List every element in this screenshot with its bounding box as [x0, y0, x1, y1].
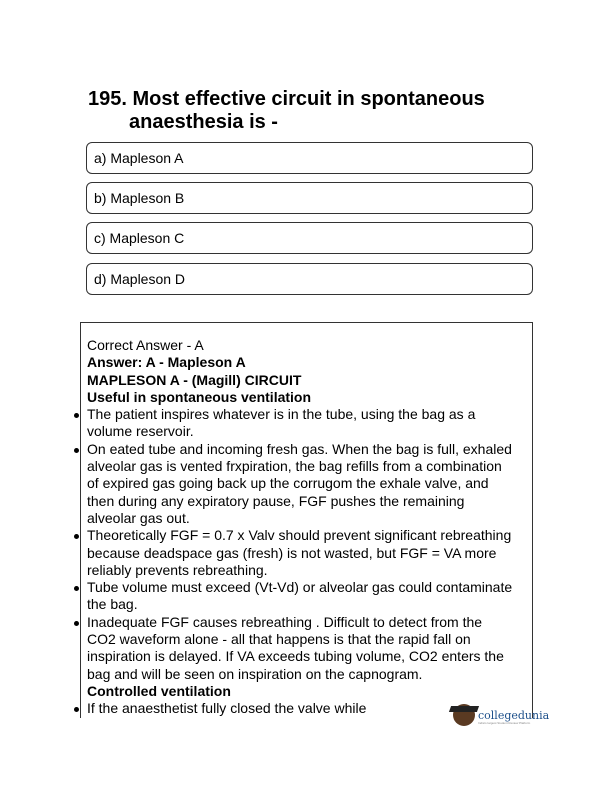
bullet-line: inspiration is delayed. If VA exceeds tubing volume, CO2 enters the: [87, 648, 504, 665]
question-number: 195.: [88, 88, 127, 110]
option-c[interactable]: c) Mapleson C: [86, 222, 533, 254]
answer-heading: Answer: A - Mapleson A: [87, 354, 246, 371]
bullet-line: then during any expiratory pause, FGF pushes the remaining: [87, 492, 465, 509]
bullet-line: alveolar gas is vented frxpiration, the bag refills from a combination: [87, 458, 502, 475]
bullet-line: Tube volume must exceed (Vt-Vd) or alveolar gas could contaminate: [87, 579, 513, 596]
bullet-line: The patient inspires whatever is in the tube, using the bag as a: [87, 406, 476, 423]
bullet-item: [87, 406, 532, 441]
circuit-heading: MAPLESON A - (Magill) CIRCUIT: [87, 371, 302, 388]
bullet-item: [87, 527, 532, 579]
question-line-2: anaesthesia is -: [129, 111, 278, 133]
bullet-line: CO2 waveform alone - all that happens is that the rapid fall on: [87, 631, 471, 648]
bullet-line: bag and will be seen on inspiration on the capnogram.: [87, 665, 423, 682]
option-d[interactable]: d) Mapleson D: [86, 263, 533, 295]
bullet-icon: [74, 586, 79, 591]
bullet-line: On eated tube and incoming fresh gas. When the bag is full, exhaled: [87, 440, 512, 457]
question-title: [88, 88, 485, 134]
bullet-line: the bag.: [87, 596, 138, 613]
bullet-line: Theoretically FGF = 0.7 x Valv should prevent significant rebreathing: [87, 527, 512, 544]
controlled-heading: Controlled ventilation: [87, 682, 231, 699]
bullet-icon: [74, 413, 79, 418]
bullet-icon: [74, 707, 79, 712]
bullet-item: [87, 614, 532, 683]
answer-content: [87, 337, 532, 718]
collegedunia-logo: [453, 704, 549, 726]
bullet-line: because deadspace gas (fresh) is not wasted, but FGF = VA more: [87, 544, 497, 561]
bullet-icon: [74, 621, 79, 626]
bullet-item: [87, 441, 532, 527]
option-b[interactable]: b) Mapleson B: [86, 182, 533, 214]
bullet-icon: [74, 534, 79, 539]
question-line-1: Most effective circuit in spontaneous: [132, 88, 485, 110]
bullet-item: [87, 579, 532, 614]
graduate-cap-icon: [453, 704, 475, 726]
bullet-line: If the anaesthetist fully closed the valve while: [87, 700, 367, 717]
bullet-line: of expired gas going back up the corrugom the exhale valve, and: [87, 475, 489, 492]
bullet-icon: [74, 448, 79, 453]
logo-text: collegedunia: [478, 708, 550, 722]
spontaneous-heading: Useful in spontaneous ventilation: [87, 388, 312, 405]
bullet-line: Inadequate FGF causes rebreathing . Difficult to detect from the: [87, 613, 483, 630]
bullet-line: alveolar gas out.: [87, 509, 190, 526]
logo-tagline: India's largest Student Review Platform: [478, 721, 531, 725]
bullet-line: volume reservoir.: [87, 423, 194, 440]
option-a[interactable]: a) Mapleson A: [86, 142, 533, 174]
correct-answer: Correct Answer - A: [87, 337, 204, 353]
bullet-line: reliably prevents rebreathing.: [87, 561, 268, 578]
